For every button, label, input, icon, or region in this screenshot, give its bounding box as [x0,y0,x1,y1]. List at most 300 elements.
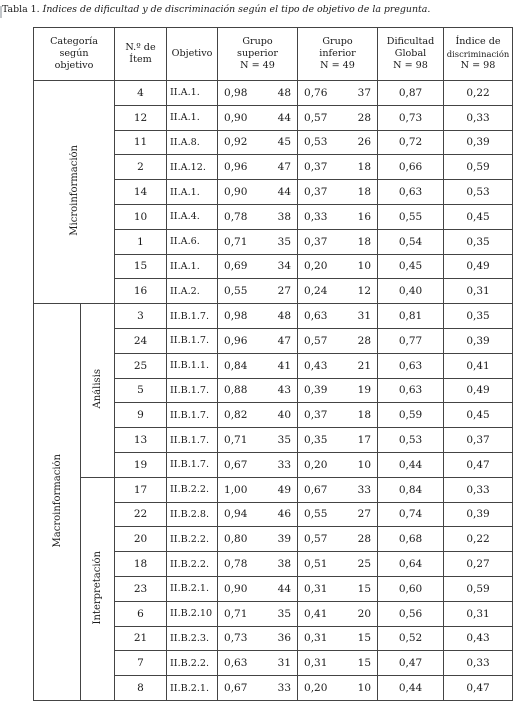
cell-inferior-count: 18 [357,409,372,422]
cell-objetivo: II.B.1.7. [167,428,218,453]
cell-superior [218,378,298,403]
table-body [34,81,513,701]
cell-discriminacion: 0,33 [444,477,513,502]
cell-inferior-count: 21 [357,359,372,372]
cell-inferior-proportion: 0,67 [304,483,328,496]
category-microinformacion [34,81,115,304]
cell-superior-count: 47 [277,161,292,174]
subcategory-interpretacion [81,477,115,700]
pair [298,310,377,322]
cell-inferior [298,130,378,155]
cell-inferior [298,81,378,106]
cell-superior-count: 35 [277,607,292,620]
cell-item: 6 [115,601,167,626]
cell-inferior [298,428,378,453]
cell-discriminacion: 0,53 [444,180,513,205]
cell-inferior-count: 16 [357,210,372,223]
cell-inferior-proportion: 0,51 [304,558,328,571]
cell-dificultad: 0,56 [378,601,444,626]
pair [218,87,297,99]
cell-inferior-proportion: 0,31 [304,632,328,645]
pair [218,682,297,694]
header-superior-line: N = 49 [240,60,275,71]
header-discriminacion [444,28,513,81]
pair [298,409,377,421]
category-macroinformacion [34,304,81,701]
pair [298,260,377,272]
cell-inferior-proportion: 0,37 [304,161,328,174]
cell-inferior-proportion: 0,43 [304,359,328,372]
cell-inferior-count: 10 [357,682,372,695]
pair [298,384,377,396]
cell-item: 3 [115,304,167,329]
cell-objetivo: II.B.2.1. [167,576,218,601]
cell-discriminacion: 0,47 [444,452,513,477]
pair [298,186,377,198]
cell-discriminacion: 0,22 [444,527,513,552]
category-label: Macroinformación [51,453,63,548]
cell-inferior-proportion: 0,37 [304,409,328,422]
cell-inferior-count: 27 [357,508,372,521]
cell-discriminacion: 0,33 [444,105,513,130]
cell-superior-proportion: 0,90 [224,186,248,199]
cell-inferior-proportion: 0,24 [304,285,328,298]
cell-objetivo: II.A.6. [167,229,218,254]
cell-objetivo: II.B.2.3. [167,626,218,651]
cell-superior-count: 27 [277,285,292,298]
cell-inferior [298,576,378,601]
table-caption [2,4,514,15]
pair [298,632,377,644]
cell-superior-proportion: 0,69 [224,260,248,273]
cell-superior [218,601,298,626]
cell-item: 10 [115,204,167,229]
cell-inferior-count: 25 [357,558,372,571]
table-row [34,304,513,329]
cell-objetivo: II.B.2.2. [167,527,218,552]
category-label: Microinformación [68,145,80,236]
cell-dificultad: 0,81 [378,304,444,329]
cell-dificultad: 0,64 [378,552,444,577]
cell-discriminacion: 0,27 [444,552,513,577]
pair [218,434,297,446]
table-row [34,81,513,106]
cell-superior-count: 46 [277,508,292,521]
cell-objetivo: II.A.8. [167,130,218,155]
cell-inferior-proportion: 0,53 [304,136,328,149]
cell-dificultad: 0,63 [378,180,444,205]
pair [218,657,297,669]
cell-inferior [298,676,378,701]
cell-superior [218,651,298,676]
cell-superior-proportion: 0,71 [224,235,248,248]
cell-inferior-proportion: 0,20 [304,682,328,695]
pair [218,508,297,520]
header-objetivo [167,28,218,81]
cell-inferior-proportion: 0,57 [304,533,328,546]
cell-dificultad: 0,77 [378,328,444,353]
cell-item: 23 [115,576,167,601]
cell-superior-proportion: 0,71 [224,434,248,447]
table-row [34,477,513,502]
header-dificultad [378,28,444,81]
cell-item: 11 [115,130,167,155]
header-categoria-line: objetivo [54,60,94,71]
cell-superior [218,204,298,229]
cell-superior-proportion: 0,80 [224,533,248,546]
cell-dificultad: 0,72 [378,130,444,155]
cell-dificultad: 0,84 [378,477,444,502]
cell-superior-proportion: 0,71 [224,607,248,620]
pair [298,533,377,545]
cell-objetivo: II.B.1.7. [167,403,218,428]
cell-inferior-proportion: 0,35 [304,434,328,447]
cell-superior-count: 45 [277,136,292,149]
cell-superior [218,576,298,601]
caption-title: Índices de dificultad y de discriminación según el tipo de objetivo de la pregunta. [42,4,431,15]
cell-discriminacion: 0,37 [444,428,513,453]
cell-inferior [298,502,378,527]
cell-discriminacion: 0,35 [444,304,513,329]
cell-item: 9 [115,403,167,428]
pair [218,335,297,347]
cell-inferior-count: 18 [357,161,372,174]
cell-superior-proportion: 0,96 [224,161,248,174]
cell-discriminacion: 0,49 [444,254,513,279]
cell-objetivo: II.A.1. [167,254,218,279]
cell-superior-proportion: 0,67 [224,682,248,695]
cell-objetivo: II.A.2. [167,279,218,304]
cell-dificultad: 0,55 [378,204,444,229]
cell-inferior-proportion: 0,76 [304,86,328,99]
cell-dificultad: 0,73 [378,105,444,130]
pair [298,459,377,471]
cell-superior-count: 38 [277,210,292,223]
cell-superior [218,105,298,130]
cell-objetivo: II.A.1. [167,105,218,130]
cell-superior-count: 36 [277,632,292,645]
cell-superior-count: 33 [277,458,292,471]
cell-dificultad: 0,47 [378,651,444,676]
cell-item: 12 [115,105,167,130]
cell-inferior-proportion: 0,33 [304,210,328,223]
cell-superior-count: 48 [277,86,292,99]
cell-dificultad: 0,44 [378,452,444,477]
cell-superior-proportion: 0,67 [224,458,248,471]
cell-item: 19 [115,452,167,477]
header-item-line: N.º de [125,42,156,53]
cell-superior-count: 43 [277,384,292,397]
cell-superior [218,502,298,527]
pair [218,558,297,570]
cell-inferior-count: 10 [357,458,372,471]
cell-superior-proportion: 0,94 [224,508,248,521]
pair [298,608,377,620]
cell-inferior [298,229,378,254]
cell-superior-proportion: 0,84 [224,359,248,372]
header-discriminacion-line: discriminación [446,49,510,59]
cell-item: 5 [115,378,167,403]
cell-superior [218,180,298,205]
cell-item: 24 [115,328,167,353]
header-superior [218,28,298,81]
pair [218,583,297,595]
cell-dificultad: 0,53 [378,428,444,453]
cell-inferior [298,378,378,403]
cell-item: 7 [115,651,167,676]
cell-inferior [298,204,378,229]
pair [298,161,377,173]
cell-inferior [298,403,378,428]
cell-superior [218,428,298,453]
cell-superior [218,130,298,155]
cell-objetivo: II.B.1.7. [167,304,218,329]
cell-objetivo: II.B.2.1. [167,676,218,701]
pair [298,112,377,124]
cell-inferior-proportion: 0,31 [304,657,328,670]
pair [298,236,377,248]
cell-objetivo: II.B.2.2. [167,651,218,676]
cell-objetivo: II.A.1. [167,81,218,106]
header-item [115,28,167,81]
cell-inferior [298,651,378,676]
cell-item: 8 [115,676,167,701]
cell-superior [218,477,298,502]
cell-item: 16 [115,279,167,304]
cell-discriminacion: 0,31 [444,601,513,626]
cell-inferior [298,304,378,329]
caption-prefix: Tabla 1. [2,4,40,15]
cell-superior [218,304,298,329]
cell-inferior-count: 18 [357,235,372,248]
cell-superior-proportion: 0,82 [224,409,248,422]
cell-superior-count: 33 [277,682,292,695]
cell-discriminacion: 0,39 [444,130,513,155]
cell-inferior-proportion: 0,31 [304,582,328,595]
cell-inferior [298,527,378,552]
cell-superior [218,552,298,577]
cell-superior-count: 44 [277,582,292,595]
cell-inferior-count: 17 [357,434,372,447]
cell-inferior [298,353,378,378]
pair [298,211,377,223]
cell-item: 20 [115,527,167,552]
cell-superior-count: 41 [277,359,292,372]
cell-dificultad: 0,63 [378,378,444,403]
cell-superior [218,328,298,353]
cell-superior-proportion: 0,78 [224,558,248,571]
cell-superior-count: 31 [277,657,292,670]
cell-dificultad: 0,60 [378,576,444,601]
pair [218,161,297,173]
cell-dificultad: 0,74 [378,502,444,527]
pair [298,360,377,372]
cell-inferior-count: 19 [357,384,372,397]
cell-dificultad: 0,52 [378,626,444,651]
cell-inferior-proportion: 0,63 [304,310,328,323]
cell-objetivo: II.B.1.7. [167,378,218,403]
cell-inferior-proportion: 0,57 [304,334,328,347]
pair [218,360,297,372]
cell-item: 21 [115,626,167,651]
cell-discriminacion: 0,43 [444,626,513,651]
cell-inferior-proportion: 0,37 [304,186,328,199]
cell-inferior-count: 26 [357,136,372,149]
cell-superior [218,626,298,651]
cell-superior-proportion: 0,92 [224,136,248,149]
cell-dificultad: 0,63 [378,353,444,378]
cell-discriminacion: 0,35 [444,229,513,254]
cell-dificultad: 0,87 [378,81,444,106]
cell-dificultad: 0,59 [378,403,444,428]
cell-dificultad: 0,68 [378,527,444,552]
cell-objetivo: II.B.1.7. [167,452,218,477]
cell-inferior-count: 28 [357,533,372,546]
pair [298,657,377,669]
cell-item: 1 [115,229,167,254]
pair [218,112,297,124]
pair [218,384,297,396]
cell-superior-proportion: 0,78 [224,210,248,223]
cell-superior-proportion: 0,98 [224,86,248,99]
cell-discriminacion: 0,33 [444,651,513,676]
cell-superior-proportion: 0,96 [224,334,248,347]
pair [218,236,297,248]
cell-objetivo: II.B.1.7. [167,328,218,353]
cell-inferior-proportion: 0,57 [304,111,328,124]
cell-inferior-count: 15 [357,582,372,595]
pair [218,310,297,322]
cell-inferior-proportion: 0,20 [304,458,328,471]
cell-discriminacion: 0,49 [444,378,513,403]
header-objetivo-line: Objetivo [171,48,213,59]
cell-dificultad: 0,54 [378,229,444,254]
cell-objetivo: II.A.1. [167,180,218,205]
cell-superior [218,676,298,701]
header-categoria-line: Categoría [50,36,98,47]
cell-item: 22 [115,502,167,527]
cell-item: 14 [115,180,167,205]
cell-superior-count: 35 [277,434,292,447]
cell-superior [218,254,298,279]
pair [298,583,377,595]
header-inferior-line: inferior [319,48,356,59]
subcategory-analisis [81,304,115,478]
cell-inferior-proportion: 0,20 [304,260,328,273]
cell-superior-proportion: 0,88 [224,384,248,397]
pair [298,508,377,520]
cell-inferior-count: 37 [357,86,372,99]
cell-inferior-count: 18 [357,186,372,199]
cell-superior-proportion: 0,63 [224,657,248,670]
pair [298,558,377,570]
header-discriminacion-line: Índice de [455,36,501,47]
cell-discriminacion: 0,22 [444,81,513,106]
pair [298,335,377,347]
cell-inferior [298,279,378,304]
cell-superior-count: 48 [277,310,292,323]
cell-objetivo: II.B.2.10 [167,601,218,626]
pair [218,211,297,223]
cell-item: 15 [115,254,167,279]
pair [218,285,297,297]
cell-item: 17 [115,477,167,502]
cell-item: 2 [115,155,167,180]
cell-inferior-count: 15 [357,632,372,645]
cell-discriminacion: 0,47 [444,676,513,701]
cell-superior-count: 38 [277,558,292,571]
pair [218,484,297,496]
header-dificultad-line: Dificultad [386,36,435,47]
cell-superior-count: 44 [277,186,292,199]
cell-inferior [298,254,378,279]
results-table [33,27,513,701]
cell-objetivo: II.B.2.2. [167,552,218,577]
cell-inferior-count: 10 [357,260,372,273]
cell-superior-count: 49 [277,483,292,496]
cell-discriminacion: 0,59 [444,576,513,601]
cell-superior-proportion: 0,73 [224,632,248,645]
cell-inferior [298,601,378,626]
cell-superior-count: 39 [277,533,292,546]
pair [218,608,297,620]
header-discriminacion-line: N = 98 [460,60,496,71]
pair [298,87,377,99]
cell-superior [218,279,298,304]
header-dificultad-line: N = 98 [393,60,428,71]
cell-objetivo: II.B.1.1. [167,353,218,378]
cell-inferior-count: 31 [357,310,372,323]
header-superior-line: Grupo [242,36,273,47]
pair [218,136,297,148]
header-dificultad-line: Global [394,48,427,59]
cell-inferior-proportion: 0,39 [304,384,328,397]
cell-discriminacion: 0,31 [444,279,513,304]
cell-inferior-proportion: 0,37 [304,235,328,248]
cell-inferior [298,180,378,205]
cell-item: 13 [115,428,167,453]
cell-discriminacion: 0,45 [444,204,513,229]
subcategory-label: Interpretación [92,550,103,625]
table-header-row [34,28,513,81]
cell-dificultad: 0,40 [378,279,444,304]
cell-item: 18 [115,552,167,577]
header-categoria-line: según [59,48,89,59]
cell-superior-count: 44 [277,111,292,124]
cell-inferior [298,626,378,651]
header-inferior [298,28,378,81]
cell-inferior-proportion: 0,41 [304,607,328,620]
header-superior-line: superior [237,48,278,59]
pair [218,186,297,198]
cell-superior [218,353,298,378]
cell-superior-count: 34 [277,260,292,273]
cell-discriminacion: 0,45 [444,403,513,428]
cell-objetivo: II.B.2.2. [167,477,218,502]
cell-inferior-count: 20 [357,607,372,620]
cell-dificultad: 0,44 [378,676,444,701]
cell-inferior [298,105,378,130]
cell-inferior [298,328,378,353]
cell-superior [218,452,298,477]
cell-dificultad: 0,45 [378,254,444,279]
pair [218,260,297,272]
cell-superior-count: 47 [277,334,292,347]
cell-inferior [298,477,378,502]
cell-objetivo: II.A.12. [167,155,218,180]
pair [298,285,377,297]
cell-inferior [298,452,378,477]
